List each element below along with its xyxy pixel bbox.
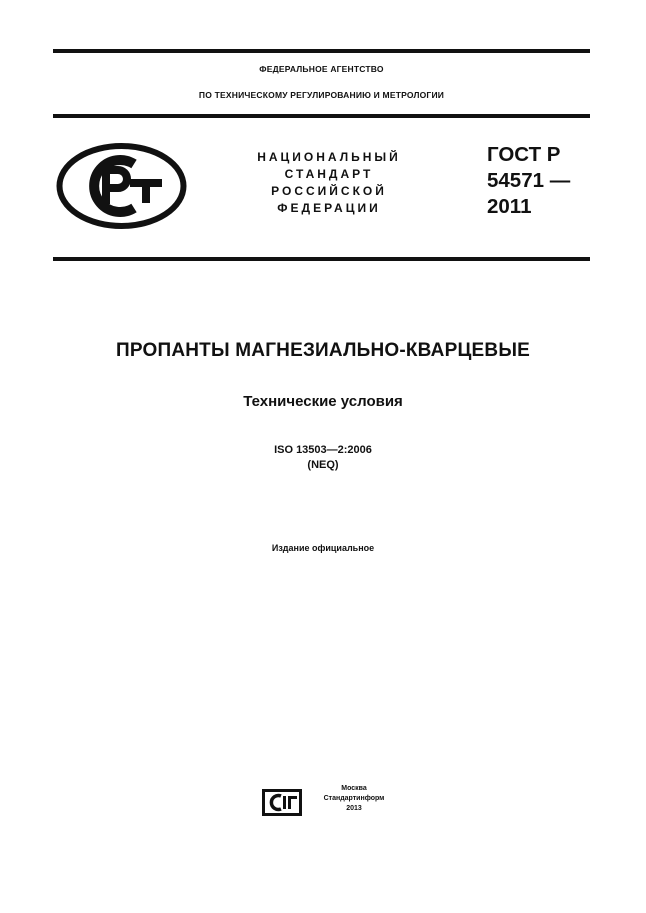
iso-ref: ISO 13503—2:2006 <box>274 444 372 456</box>
agency-line-2: ПО ТЕХНИЧЕСКОМУ РЕГУЛИРОВАНИЮ И МЕТРОЛОГИИ <box>198 90 445 100</box>
gost-line: ГОСТ Р <box>487 143 561 166</box>
iso-reference <box>0 443 646 473</box>
national-line: НАЦИОНАЛЬНЫЙ <box>257 150 401 164</box>
publisher-name: Стандартинформ <box>323 795 385 802</box>
edition-label: Издание официальное <box>271 543 375 553</box>
publisher-year: 2013 <box>346 805 362 812</box>
gost-line: 54571 — <box>487 169 571 192</box>
agency-line-1: ФЕДЕРАЛЬНОЕ АГЕНТСТВО <box>259 64 384 74</box>
iso-equivalence: (NEQ) <box>307 459 339 471</box>
standartinform-logo-icon <box>262 789 302 816</box>
national-line: СТАНДАРТ <box>284 167 374 181</box>
national-line: ФЕДЕРАЦИИ <box>277 201 381 215</box>
document-title: ПРОПАНТЫ МАГНЕЗИАЛЬНО-КВАРЦЕВЫЕ <box>116 340 530 361</box>
document-subtitle: Технические условия <box>243 393 403 410</box>
gost-number <box>487 142 570 220</box>
national-standard-label <box>236 149 422 217</box>
header-rule <box>53 114 590 118</box>
middle-rule <box>53 257 590 261</box>
publisher-city: Москва <box>341 785 367 792</box>
publisher-info <box>304 784 404 814</box>
gost-line: 2011 <box>487 195 532 218</box>
top-rule <box>53 49 590 53</box>
national-line: РОССИЙСКОЙ <box>271 184 387 198</box>
rst-certification-mark-icon <box>56 142 187 230</box>
